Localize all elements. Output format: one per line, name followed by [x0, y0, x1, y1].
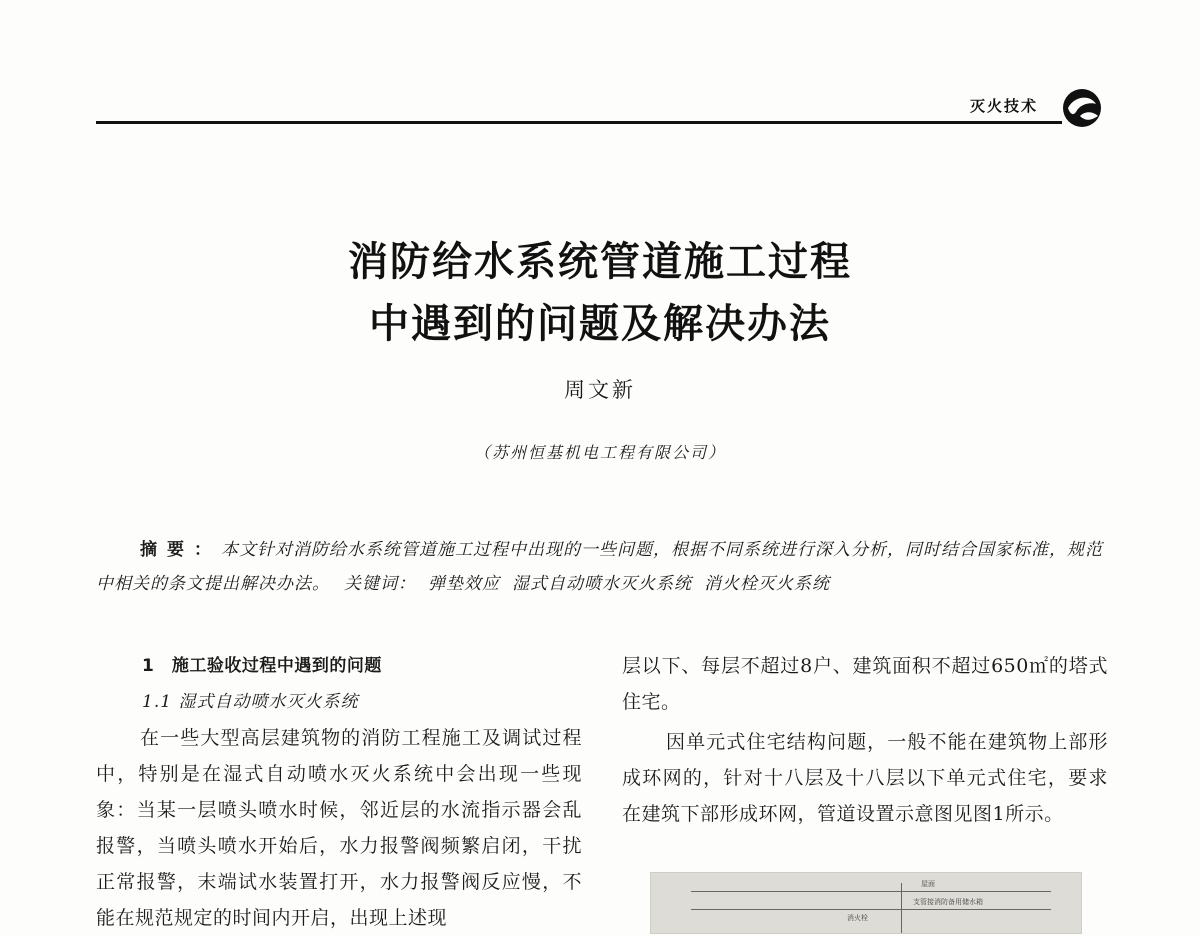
figure-pipe-line [691, 909, 1051, 910]
section-label: 灭火技术 [970, 97, 1039, 115]
figure-1-diagram [650, 872, 1082, 934]
figure-label-tank: 支管接消防备用储水箱 [913, 898, 983, 906]
right-paragraph-1: 层以下、每层不超过8户、建筑面积不超过650㎡的塔式住宅。 [622, 655, 1108, 713]
section-heading-1: 1 施工验收过程中遇到的问题 [142, 656, 382, 676]
figure-pipe-line [691, 891, 1051, 892]
figure-pipe-line [901, 883, 902, 933]
right-column [622, 648, 1108, 832]
figure-label-roof: 屋面 [921, 880, 935, 888]
keyword-3: 消火栓灭火系统 [704, 574, 830, 594]
right-paragraph-2: 因单元式住宅结构问题，一般不能在建筑物上部形成环网的，针对十八层及十八层以下单元式住宅，要求在建筑下部形成环网，管道设置示意图见图1所示。 [622, 731, 1108, 825]
author-name: 周文新 [564, 378, 636, 402]
author-affiliation: （苏州恒基机电工程有限公司） [473, 443, 726, 462]
abstract [96, 533, 1106, 601]
article-title-line1: 消防给水系统管道施工过程 [348, 239, 852, 285]
keywords-label: 关键词： [344, 574, 416, 594]
left-paragraph: 在一些大型高层建筑物的消防工程施工及调试过程中，特别是在湿式自动喷水灭火系统中会出现一些现象：当某一层喷头喷水时候，邻近层的水流指示器会乱报警，当喷头喷水开始后，水力报警阀频繁启闭，干扰正常报警，末端试水装置打开，水力报警阀反应慢，不能在规范规定的时间内开启，出现上述现 [96, 727, 582, 929]
header-rule [96, 121, 1062, 124]
journal-logo-icon [1060, 86, 1104, 130]
keyword-2: 湿式自动喷水灭火系统 [512, 574, 692, 594]
subsection-heading-1-1: 1.1 湿式自动喷水灭火系统 [142, 692, 359, 712]
figure-label-hydrant: 消火栓 [847, 914, 868, 922]
keyword-1: 弹垫效应 [428, 574, 500, 594]
left-column [96, 648, 582, 936]
abstract-text: 本文针对消防给水系统管道施工过程中出现的一些问题，根据不同系统进行深入分析，同时结合国家标准，规范中相关的条文提出解决办法。 [96, 540, 1103, 594]
abstract-label: 摘要： [140, 540, 221, 560]
article-title-line2: 中遇到的问题及解决办法 [369, 301, 831, 347]
